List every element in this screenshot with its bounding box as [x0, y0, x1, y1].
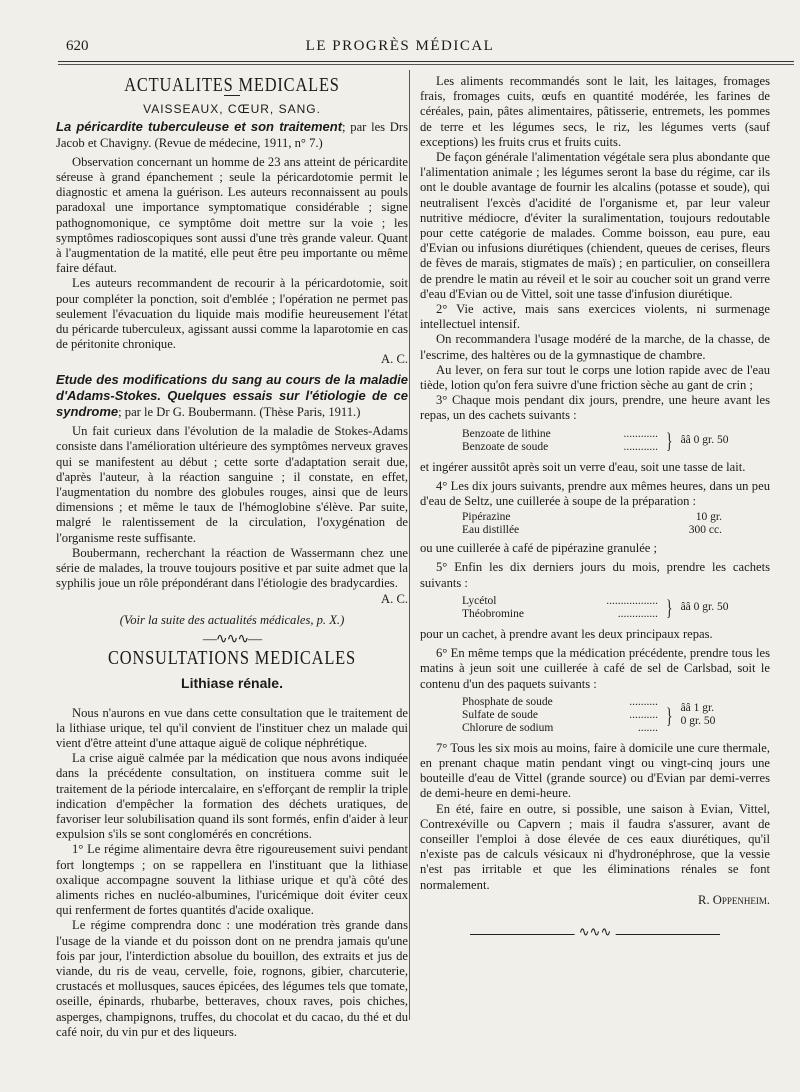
formula-dose: ââ 0 gr. 50	[680, 434, 729, 447]
consultation-paragraph: 1° Le régime alimentaire devra être rigoureusement suivi pendant fort longtemps ; on se rappellera en l'instituant que la lithiase oxalique accompagne souvent la lithiase urique et qu'à côté des aliments riches en nucléo-albumines, l'uricémique doit éviter ceux qui renferment de fortes quantités d'acide oxalique.	[56, 842, 408, 918]
consultation-subtitle: Lithiase rénale.	[181, 675, 283, 692]
formula-ingredient: Lycétol	[462, 594, 497, 607]
article2-signature: A. C.	[381, 591, 408, 606]
formula-dose: ââ 1 gr.	[680, 702, 715, 715]
consultation-paragraph: La crise aiguë calmée par la médication que nous avons indiquée dans la précédente consultation, on instituera comme suit le traitement de la période intercalaire, en s'efforçant de remplir la triple indication d'empêcher la formation des déchets uratiques, de favoriser leur solubilisation quand ils sont formés, enfin d'aider à leur expulsion s'ils se sont conglomérés en concrétions.	[56, 751, 408, 842]
end-ornament: ∿∿∿	[470, 930, 720, 940]
article2-heading	[56, 372, 408, 421]
consultation-paragraph: En été, faire en outre, si possible, une saison à Evian, Vittel, Contrexéville ou Capvern ; mais il faudra s'assurer, avant de conseiller l'emploi à dose élevée de ces eaux diurétiques, qu'il n'existe pas de calculs vésicaux ni d'hydronéphrose, que la vessie n'est pas irritable et que les éliminations rénales se font normalement.	[420, 801, 770, 892]
formula-ingredient: Théobromine	[462, 607, 524, 620]
article1-paragraph: Observation concernant un homme de 23 ans atteint de péricardite séreuse à grand épanchement ; seule la péricardotomie permit le diagnostic et amena la guérison. Les auteurs reconnaissent au pouls paradoxal une importance symptomatique considérable ; signe pathognomonique, ce symptôme doit mettre sur la voie ; les symptômes radioscopiques sont aussi d'une très grande valeur. Quant à l'augmentation de la matité, elle peut être peu importante ou même faire défaut.	[56, 154, 408, 276]
subsection-heading: VAISSEAUX, CŒUR, SANG.	[143, 102, 321, 117]
article1-heading	[56, 119, 408, 150]
consultation-paragraph: De façon générale l'alimentation végétale sera plus abondante que l'alimentation animale ; les légumes seront la base du régime, car ils ont le double avantage de fournir les alcalins (potasse et soude), qui neutralisent l'excès d'acidité de l'organisme et, par leur valeur nutritive médiocre, d'éviter la suralimentation, toujours redoutable pour cette catégorie de malades. Comme boisson, eau pure, eau d'Evian ou infusions diurétiques (chiendent, queues de cerises, fleurs de fèves de marais, stigmates de maïs) ; en particulier, on conseillera de prendre le matin au réveil et le soir au coucher soit un grand verre d'eau d'Evian ou de Vittel, soit une tasse d'infusion diurétique.	[420, 150, 770, 301]
formula-ingredient: Eau distillée	[462, 524, 520, 537]
article2-reference: ; par le Dr G. Boubermann. (Thèse Paris, 1911.)	[118, 405, 361, 420]
consultation-paragraph: Le régime comprendra donc : une modération très grande dans l'usage de la viande et du poisson dont on ne prendra jamais qu'une fois par jour, l'interdiction absolue du bouillon, des extraits et jus de viande, du ris de veau, cervelle, foie, rognons, gibier, charcuterie, crustacés et mollusques, sauces épicées, des légumes tels que tomate, oseille, épinards, rhubarbe, betteraves, choux raves, pois chiches, asperges, champignons, truffes, du chocolat et du cacao, du thé et du café noir, du vin pur et des liqueurs.	[56, 918, 408, 1039]
consultation-paragraph: pour un cachet, à prendre avant les deux principaux repas.	[420, 626, 713, 641]
formula-ingredient: Chlorure de sodium	[462, 721, 554, 734]
running-head	[0, 30, 800, 56]
page-number: 620	[66, 38, 89, 54]
formula-quantity: 10 gr.	[695, 511, 722, 524]
prescription-formula-2	[462, 511, 722, 537]
section-title-actualites: ACTUALITES MEDICALES	[124, 74, 340, 96]
prescription-formula-1: Benzoate de lithine ............ Benzoate de soude ............ } ââ 0 gr. 50	[462, 427, 729, 454]
author-signature: R. Oppenheim.	[698, 892, 770, 907]
header-rule-double	[58, 64, 794, 65]
consultation-paragraph: 7° Tous les six mois au moins, faire à domicile une cure thermale, en prenant chaque matin pendant vingt ou vingt-cinq jours une bouteille d'eau de Vittel (grande source) ou d'Evian par demi-verres de demi-heure en demi-heure.	[420, 740, 770, 801]
consultation-paragraph: 5° Enfin les dix derniers jours du mois, prendre les cachets suivants :	[420, 560, 770, 590]
continuation-note: (Voir la suite des actualités médicales, p. X.)	[119, 612, 345, 627]
article2-paragraph: Un fait curieux dans l'évolution de la maladie de Stokes-Adams consiste dans l'amélioration ultérieure des symptômes nerveux graves qui se manifestent au début ; cette sorte d'adaptation serait due, d'après l'auteur, à la réaction sanguine ; il constate, en effet, l'augmentation du nombre des globules rouges, ainsi que de leurs dimensions ; et même le taux de l'hémoglobine s'élève. Par suite, malgré le ralentissement de la circulation, l'oxygénation de l'organisme reste suffisante.	[56, 424, 408, 545]
brace-symbol: }	[666, 595, 673, 621]
left-column	[56, 74, 408, 1040]
article1-signature: A. C.	[381, 352, 408, 367]
formula-ingredient: Pipérazine	[462, 511, 511, 524]
consultation-paragraph: 4° Les dix jours suivants, prendre aux mêmes heures, dans un peu d'eau de Seltz, une cuillerée à soupe de la préparation :	[420, 478, 770, 509]
article1-reference: ; par les Drs Jacob et Chavigny. (Revue de médecine, 1911, n° 7.)	[56, 120, 408, 150]
consultation-paragraph: 2° Vie active, mais sans exercices violents, ni surmenage intellectuel intensif.	[420, 302, 770, 332]
article2-paragraph: Boubermann, recherchant la réaction de Wassermann chez une série de malades, la trouve toujours positive et par suite admet que la syphilis joue un rôle prépondérant dans l'étiologie des bradycardies.	[56, 545, 408, 591]
consultation-paragraph: On recommandera l'usage modéré de la marche, de la chasse, de l'escrime, des haltères ou de la gymnastique de chambre.	[420, 332, 770, 362]
article1-paragraph: Les auteurs recommandent de recourir à la péricardotomie, soit pour compléter la ponction, soit d'emblée ; l'opération ne permet pas seulement l'évacuation du liquide mais modifie heureusement l'état du péricarde tuberculeux, agissant aussi comme la laparotomie en cas de péritonite chronique.	[56, 276, 408, 352]
consultation-paragraph: Les aliments recommandés sont le lait, les laitages, fromages frais, fromages cuits, œufs en quantité modérée, les farines de céréales, pain, pâtes alimentaires, pâtisserie, entremets, les pommes de terre et les légumes secs, le riz, les légumes verts (sauf exceptions) les fruits crus et fruits cuits.	[420, 74, 770, 149]
prescription-formula-4: Phosphate de soude .......... Sulfate de soude .......... Chlorure de sodium ....... } ââ 1 gr. 0 gr. 50	[462, 695, 716, 734]
section-title-consultations: CONSULTATIONS MEDICALES	[108, 647, 356, 670]
prescription-formula-3: Lycétol .................. Théobromine .............. } ââ 0 gr. 50	[462, 594, 729, 621]
article2-title: Etude des modifications du sang au cours de la maladie d'Adams-Stokes. Quelques essais sur l'étiologie de ce syndrome	[56, 371, 408, 420]
consultation-paragraph: 6° En même temps que la médication précédente, prendre tous les matins à jeun soit une cuillerée à café de sel de Carlsbad, soit le contenu d'un des paquets suivants :	[420, 646, 770, 691]
article1-title: La péricardite tuberculeuse et son traitement	[56, 119, 343, 135]
consultation-paragraph: ou une cuillerée à café de pipérazine granulée ;	[420, 541, 658, 556]
consultation-paragraph: Nous n'aurons en vue dans cette consultation que le traitement de la lithiase urique, tel qu'il convient de l'instituer chez un malade qui vient d'être atteint d'une attaque aiguë de colique néphrétique.	[56, 705, 408, 750]
formula-ingredient: Phosphate de soude	[462, 695, 553, 708]
journal-title: LE PROGRÈS MÉDICAL	[305, 38, 495, 54]
formula-ingredient: Benzoate de lithine	[462, 427, 551, 440]
brace-symbol: }	[666, 428, 673, 454]
brace-symbol: }	[666, 702, 673, 728]
ornament-divider: —∿∿∿—	[202, 631, 262, 647]
formula-quantity: 300 cc.	[688, 524, 722, 537]
formula-dose: ââ 0 gr. 50	[680, 601, 729, 614]
consultation-paragraph: Au lever, on fera sur tout le corps une lotion rapide avec de l'eau tiède, lotion qu'on fera suivre d'une friction sèche au gant de crin ;	[420, 362, 770, 393]
formula-ingredient: Benzoate de soude	[462, 440, 549, 453]
formula-quantity: 0 gr. 50	[680, 715, 716, 728]
header-rule	[58, 61, 794, 62]
consultation-paragraph: 3° Chaque mois pendant dix jours, prendre, une heure avant les repas, un des cachets suivants :	[420, 393, 770, 423]
consultation-paragraph: et ingérer aussitôt après soit un verre d'eau, soit une tasse de lait.	[420, 459, 746, 474]
right-column	[420, 74, 770, 940]
formula-ingredient: Sulfate de soude	[462, 708, 539, 721]
column-divider	[409, 70, 410, 1020]
